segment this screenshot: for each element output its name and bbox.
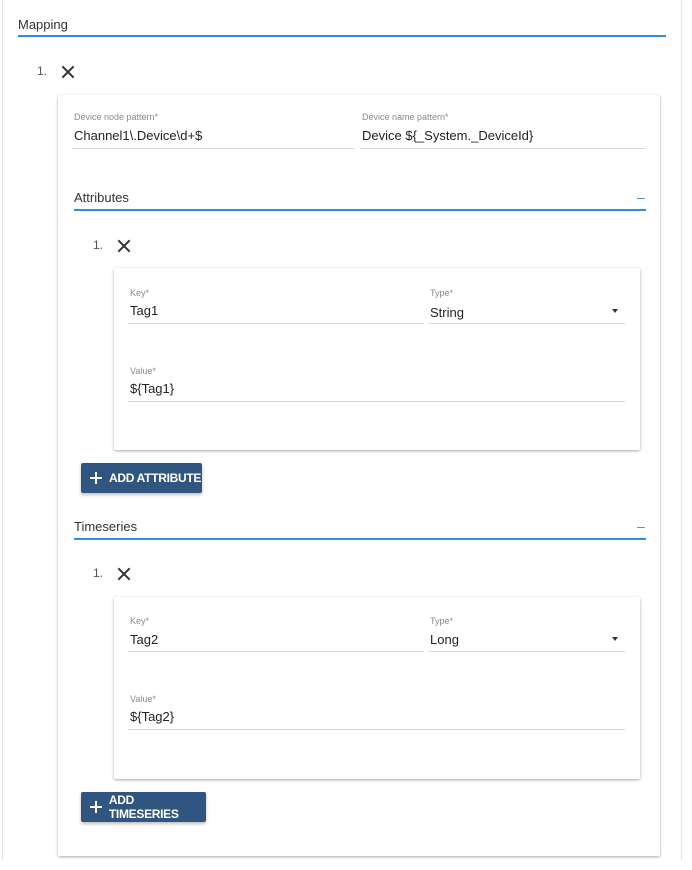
timeseries-item-card (114, 597, 640, 779)
timeseries-value-label: Value* (130, 694, 156, 704)
attribute-type-label: Type* (430, 288, 454, 298)
attributes-header (74, 185, 646, 211)
timeseries-type-select[interactable] (428, 616, 625, 652)
attribute-item-index: 1. (93, 238, 104, 252)
plus-icon (90, 472, 102, 484)
timeseries-title: Timeseries (74, 519, 138, 534)
timeseries-value-underline (128, 729, 625, 730)
remove-attribute-close-icon[interactable] (117, 239, 131, 253)
remove-timeseries-close-icon[interactable] (117, 567, 131, 581)
mapping-header (18, 14, 666, 37)
mapping-item-index: 1. (37, 64, 48, 78)
timeseries-type-underline (428, 651, 625, 652)
timeseries-item-index: 1. (93, 566, 104, 580)
attribute-value-label: Value* (130, 366, 156, 376)
timeseries-key-value: Tag2 (130, 632, 159, 647)
timeseries-key-field[interactable] (128, 616, 424, 652)
attribute-value-underline (128, 401, 625, 402)
attributes-collapse-toggle[interactable]: – (637, 189, 645, 205)
panel-left-border (2, 0, 3, 860)
timeseries-key-label: Key* (130, 616, 150, 626)
attribute-value-value: ${Tag1} (130, 381, 175, 396)
timeseries-collapse-toggle[interactable]: – (637, 518, 645, 534)
device-name-pattern-field[interactable] (360, 112, 646, 149)
caret-down-icon (612, 637, 618, 641)
add-timeseries-button-label: ADD TIMESERIES (108, 793, 179, 821)
device-name-pattern-value: Device ${_System._DeviceId} (362, 128, 534, 143)
plus-icon (90, 801, 102, 813)
caret-down-icon (612, 309, 618, 313)
mapping-title: Mapping (18, 17, 68, 32)
timeseries-header (74, 513, 646, 540)
timeseries-type-value: Long (430, 632, 459, 647)
attribute-value-field[interactable] (128, 366, 625, 402)
device-node-pattern-value: Channel1\.Device\d+$ (74, 128, 203, 143)
timeseries-key-underline (128, 651, 424, 652)
add-timeseries-button[interactable] (81, 792, 206, 822)
device-node-pattern-underline (72, 148, 354, 149)
panel-right-border (681, 0, 682, 860)
attributes-title: Attributes (74, 190, 129, 205)
attribute-key-label: Key* (130, 288, 150, 298)
attribute-key-value: Tag1 (130, 303, 159, 318)
remove-mapping-close-icon[interactable] (61, 65, 75, 79)
timeseries-value-field[interactable] (128, 694, 625, 730)
device-name-pattern-underline (360, 148, 646, 149)
attribute-type-underline (428, 323, 625, 324)
attribute-key-field[interactable] (128, 288, 424, 324)
attribute-type-select[interactable] (428, 288, 625, 324)
add-attribute-button-label: ADD ATTRIBUTE (109, 471, 202, 485)
device-node-pattern-label: Device node pattern* (74, 112, 159, 122)
mapping-item-card (58, 95, 660, 856)
timeseries-type-label: Type* (430, 616, 454, 626)
device-name-pattern-label: Device name pattern* (362, 112, 449, 122)
attribute-type-value: String (430, 305, 464, 320)
attribute-key-underline (128, 323, 424, 324)
timeseries-value-value: ${Tag2} (130, 709, 175, 724)
add-attribute-button[interactable] (81, 463, 202, 493)
device-node-pattern-field[interactable] (72, 112, 354, 149)
attribute-item-card (114, 268, 640, 450)
